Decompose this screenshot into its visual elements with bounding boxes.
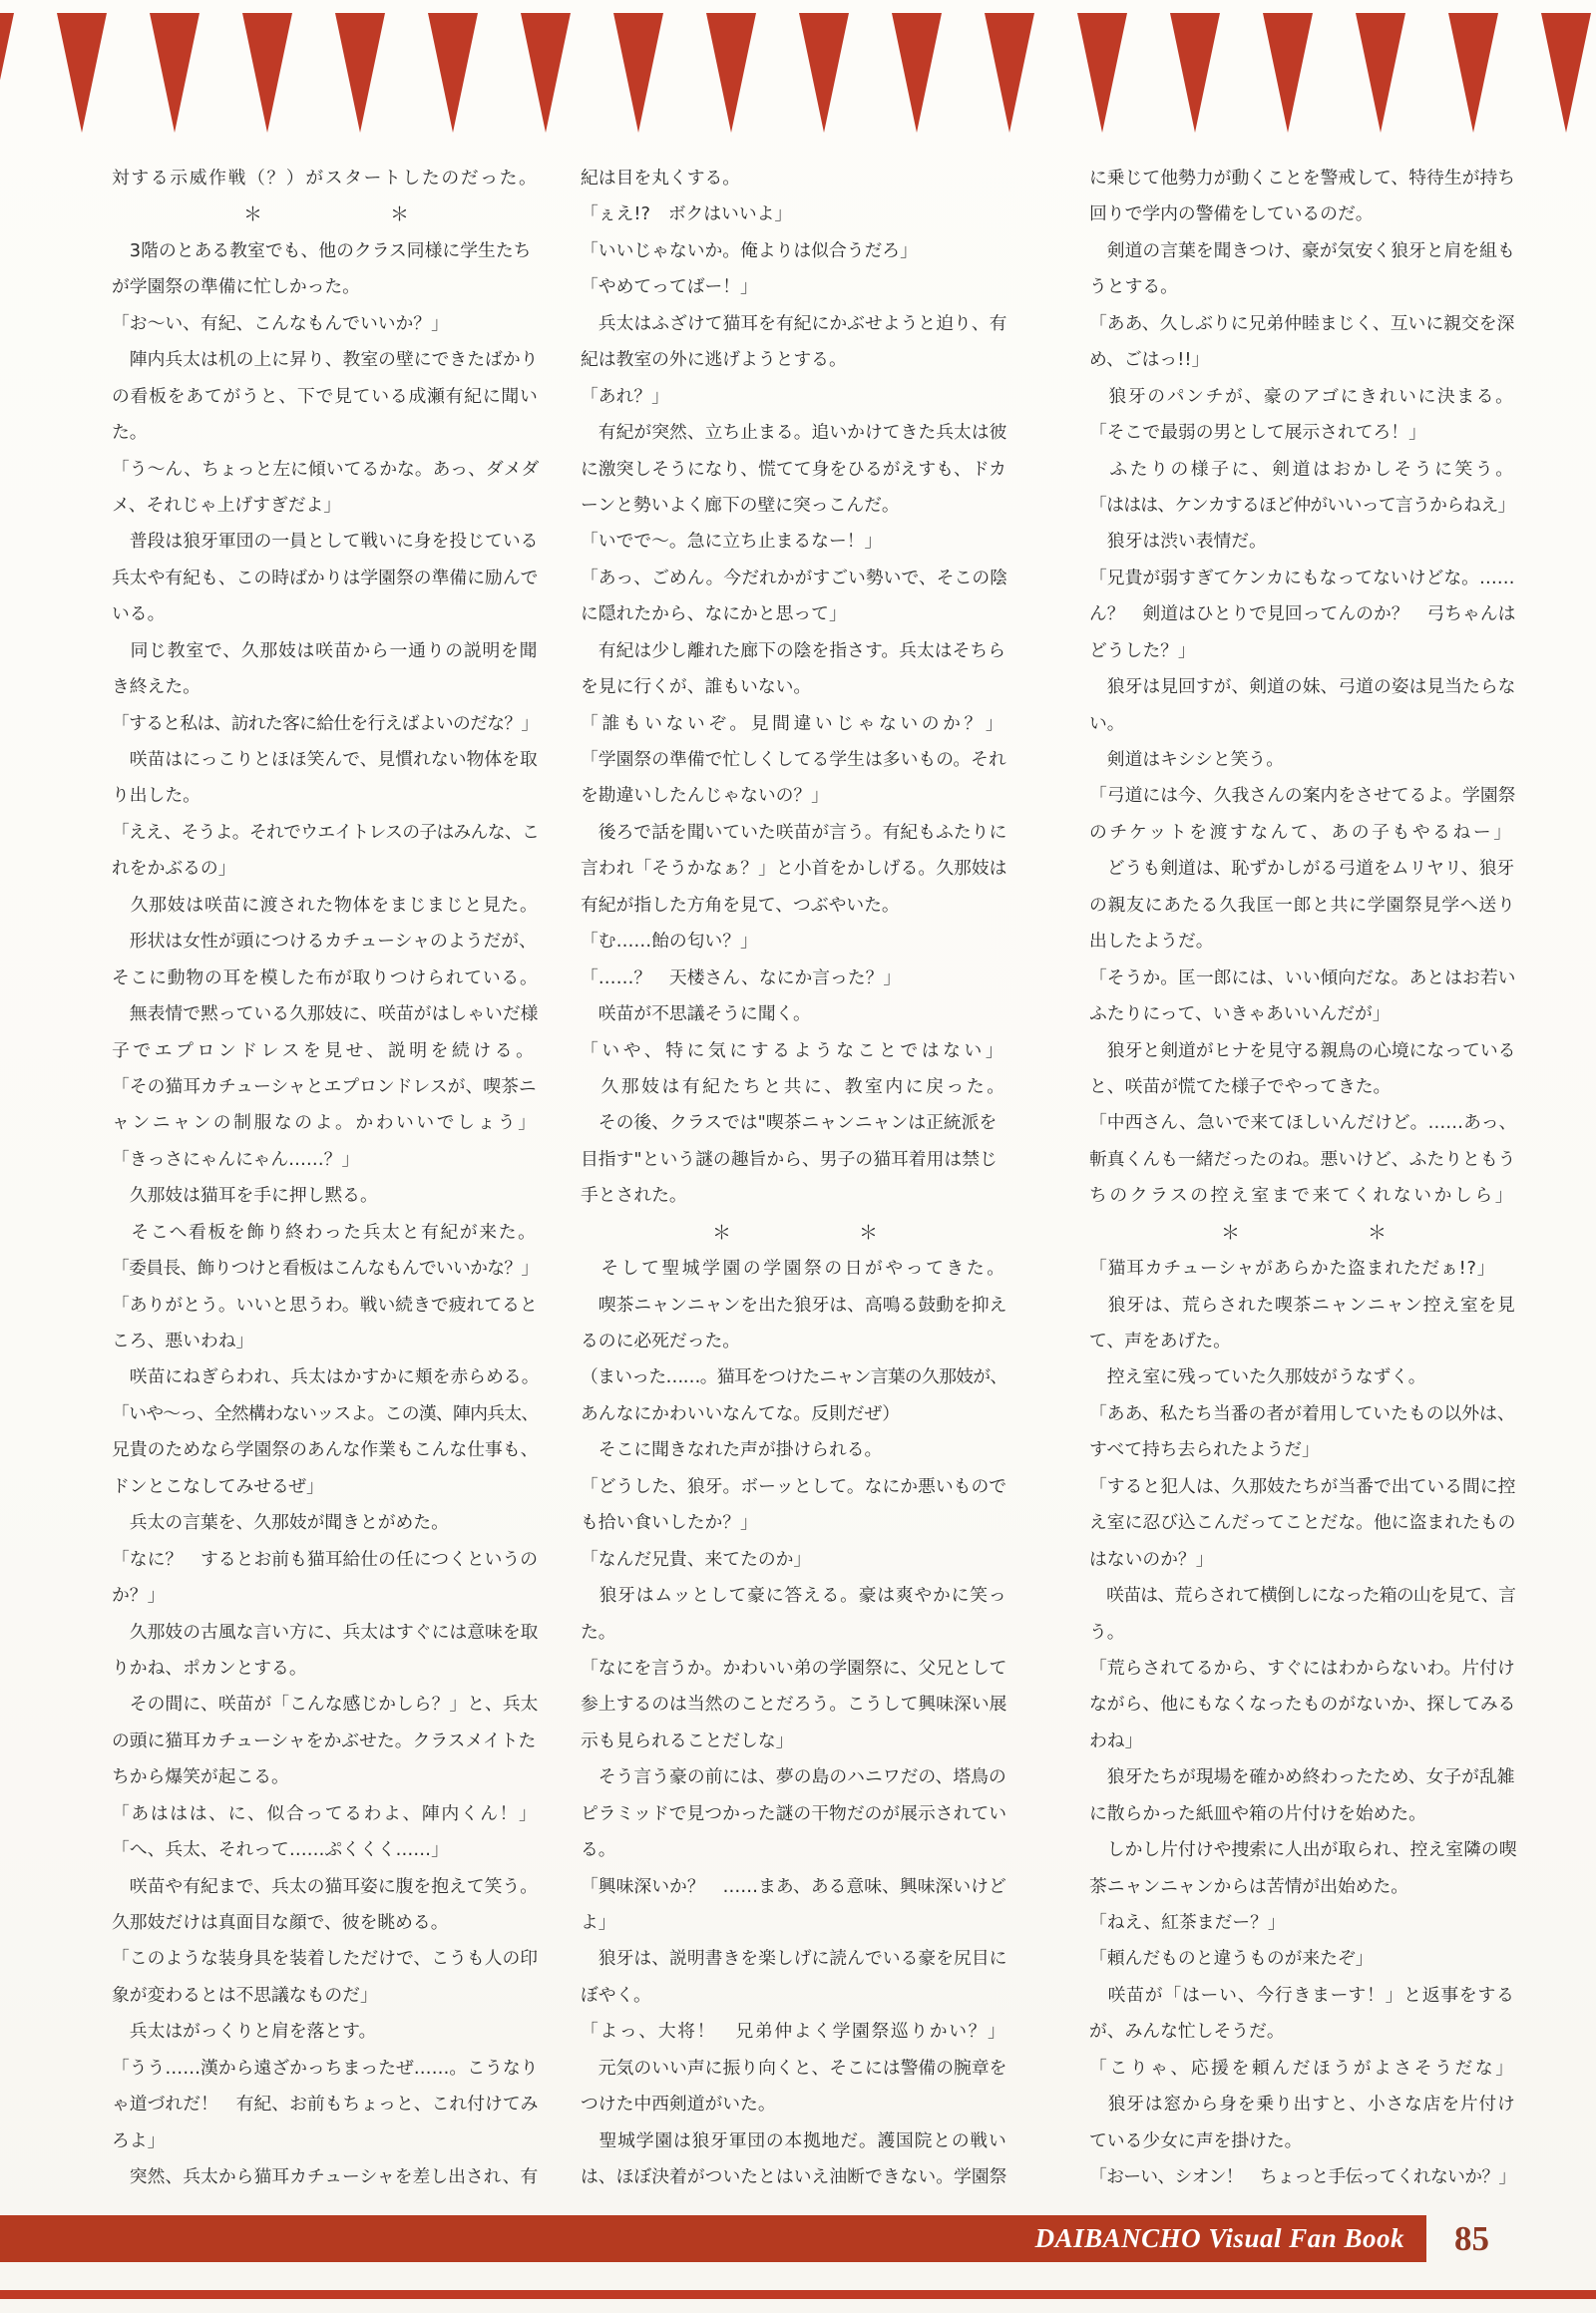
text-line: 有紀は少し離れた廊下の陰を指さす。兵太はそちら [581, 639, 1006, 661]
text-line: 「よっ、大将！ 兄弟仲よく学園祭巡りかい？」 [581, 2021, 1007, 2043]
footer-bar [0, 2215, 1426, 2262]
text-line: ふたりにって、いきゃあいいんだが」 [1089, 1003, 1391, 1025]
asterisk-glyph: ＊ [1220, 1221, 1240, 1244]
text-line: 「きっさにゃんにゃん……？」 [112, 1148, 360, 1170]
text-line: 「こりゃ、応援を頼んだほうがよさそうだな」 [1089, 2057, 1516, 2079]
text-line: 有紀が突然、立ち止まる。追いかけてきた兵太は彼 [581, 422, 1007, 444]
text-line: ながら、他にもなくなったものがないか、探してみる [1089, 1694, 1516, 1716]
text-line: どうした？」 [1089, 639, 1196, 661]
text-line: 「やめてってばー！」 [581, 276, 758, 298]
text-line: き終えた。 [112, 676, 200, 698]
text-line: 「そこで最弱の男として展示されてろ！」 [1089, 422, 1426, 444]
text-line: 狼牙は窓から身を乗り出すと、小さな店を片付け [1089, 2094, 1516, 2116]
text-line: 陣内兵太は机の上に昇り、教室の壁にできたばかり [112, 349, 539, 371]
text-line: 「ありがとう。いいと思うわ。戦い続きで疲れてると [112, 1294, 538, 1316]
text-line: 「あっ、ごめん。今だれかがすごい勢いで、そこの陰 [581, 567, 1008, 588]
text-line: 「誰もいないぞ。見間違いじゃないのか？」 [581, 712, 1007, 734]
text-line: 無表情で黙っている久那妓に、咲苗がはしゃいだ様 [112, 1003, 539, 1025]
text-line: い。 [1089, 712, 1125, 734]
text-line: 「なんだ兄貴、来てたのか」 [581, 1548, 812, 1570]
text-line: に乗じて他勢力が動くことを警戒して、特待生が持ち [1089, 168, 1516, 189]
text-line: か？」 [112, 1585, 166, 1607]
text-line: ちのクラスの控え室まで来てくれないかしら」 [1089, 1185, 1516, 1207]
text-line: 出したようだ。 [1089, 931, 1214, 953]
text-line: 「うう……漢から遠ざかっちまったぜ……。こうなり [112, 2057, 539, 2079]
text-line: 「そうか。匡一郎には、いい傾向だな。あとはお若い [1089, 966, 1516, 988]
text-line: 兵太の言葉を、久那妓が聞きとがめた。 [112, 1512, 449, 1534]
text-line: 「なにを言うか。かわいい弟の学園祭に、父兄として [581, 1657, 1007, 1679]
text-line: 「いや～っ、全然構わないッスよ。この漢、陣内兵太、 [112, 1402, 539, 1424]
text-line: え室に忍び込こんだってことだな。他に盗まれたもの [1089, 1512, 1516, 1534]
text-line: 「……？ 天楼さん、なにか言った？」 [581, 966, 902, 988]
text-line: しかし片付けや捜索に人出が取られ、控え室隣の喫 [1089, 1839, 1517, 1861]
text-line: 久那妓は咲苗に渡された物体をまじまじと見た。 [112, 894, 539, 916]
text-line: 手とされた。 [581, 1185, 687, 1207]
text-line: 喫茶ニャンニャンを出た狼牙は、高鳴る鼓動を抑え [581, 1294, 1007, 1316]
text-line: 紀は教室の外に逃げようとする。 [581, 349, 847, 371]
text-line: 「う～ん、ちょっと左に傾いてるかな。あっ、ダメダ [112, 458, 540, 480]
text-line: う。 [1089, 1621, 1125, 1643]
section-separator [112, 196, 541, 232]
text-line: 茶ニャンニャンからは苦情が出始めた。 [1089, 1875, 1409, 1897]
text-line: ピラミッドで見つかった謎の干物だのが展示されてい [581, 1802, 1007, 1824]
text-line: 咲苗は、荒らされて横倒しになった箱の山を見て、言 [1089, 1585, 1516, 1607]
text-line: 剣道はキシシと笑う。 [1089, 749, 1284, 770]
text-line: つけた中西剣道がいた。 [581, 2094, 776, 2116]
text-line: る。 [581, 1839, 616, 1861]
text-line: 「頼んだものと違うものが来たぞ」 [1089, 1948, 1374, 1970]
asterisk-glyph: ＊ [711, 1221, 731, 1244]
text-line: 後ろで話を聞いていた咲苗が言う。有紀もふたりに [581, 821, 1007, 843]
text-line: と、咲苗が慌てた様子でやってきた。 [1089, 1075, 1392, 1097]
text-line: 「ああ、久しぶりに兄弟仲睦まじく、互いに親交を深 [1089, 312, 1515, 334]
text-line: 兵太や有紀も、この時ばかりは学園祭の準備に励んで [112, 567, 539, 588]
text-line: 狼牙はムッとして豪に答える。豪は爽やかに笑っ [581, 1585, 1007, 1607]
text-line: 「興味深いか？ ……まあ、ある意味、興味深いけど [581, 1875, 1006, 1897]
text-line: わね」 [1089, 1730, 1143, 1751]
text-line: 「なに？ するとお前も猫耳給仕の任につくというの [112, 1548, 539, 1570]
text-line: 狼牙のパンチが、豪のアゴにきれいに決まる。 [1089, 385, 1515, 407]
text-line: に散らかった紙皿や箱の片付けを始めた。 [1089, 1802, 1426, 1824]
text-line: 「すると犯人は、久那妓たちが当番で出ている間に控 [1089, 1475, 1516, 1497]
text-line: 兵太はふざけて猫耳を有紀にかぶせようと迫り、有 [581, 312, 1007, 334]
text-line: 「弓道には今、久我さんの案内をさせてるよ。学園祭 [1089, 785, 1516, 807]
text-line: 「中西さん、急いで来てほしいんだけど。……あっ、 [1089, 1112, 1517, 1134]
text-line: 剣道の言葉を聞きつけ、豪が気安く狼牙と肩を組も [1089, 239, 1515, 261]
text-line: ちから爆笑が起こる。 [112, 1766, 289, 1788]
text-line: その間に、咲苗が「こんな感じかしら？」と、兵太 [112, 1694, 539, 1716]
asterisk-glyph: ＊ [242, 203, 262, 226]
text-line: 久那妓の古風な言い方に、兵太はすぐには意味を取 [112, 1621, 539, 1643]
text-line: 紀は目を丸くする。 [581, 168, 741, 189]
text-line: は、ほぼ決着がついたとはいえ油断できない。学園祭 [581, 2166, 1007, 2188]
text-line: り出した。 [112, 785, 200, 807]
text-line: の頭に猫耳カチューシャをかぶせた。クラスメイトた [112, 1730, 537, 1751]
text-line: 「ええ、そうよ。それでウエイトレスの子はみんな、こ [112, 821, 540, 843]
text-line: 象が変わるとは不思議なものだ」 [112, 1984, 378, 2006]
text-line: の親友にあたる久我匡一郎と共に学園祭見学へ送り [1089, 894, 1516, 916]
text-line: が、みんな忙しそうだ。 [1089, 2021, 1285, 2043]
text-line: そこに聞きなれた声が掛けられる。 [581, 1439, 883, 1461]
text-line: 形状は女性が頭につけるカチューシャのようだが、 [112, 931, 537, 953]
text-line: るのに必死だった。 [581, 1331, 741, 1351]
text-line: 「いいじゃないか。俺よりは似合うだろ」 [581, 239, 918, 261]
text-line: ーンと勢いよく廊下の壁に突っこんだ。 [581, 494, 900, 516]
text-line: あんなにかわいいなんてな。反則だぜ） [581, 1402, 901, 1424]
text-line: 久那妓は猫耳を手に押し黙る。 [112, 1185, 378, 1207]
text-line: 「委員長、飾りつけと看板はこんなもんでいいかな？」 [112, 1258, 539, 1280]
text-line: （まいった……。猫耳をつけたニャン言葉の久那妓が、 [581, 1366, 1007, 1388]
text-line: 「ねえ、紅茶まだー？」 [1089, 1912, 1286, 1933]
text-line: ドンとこなしてみせるぜ」 [112, 1475, 324, 1497]
text-line: 狼牙は渋い表情だ。 [1089, 531, 1267, 553]
text-line: て、声をあげた。 [1089, 1331, 1231, 1351]
text-line: そう言う豪の前には、夢の島のハニワだの、塔鳥の [581, 1766, 1006, 1788]
text-line: どうも剣道は、恥ずかしがる弓道をムリヤリ、狼牙 [1089, 858, 1515, 880]
text-line: 示も見られることだしな」 [581, 1730, 794, 1751]
text-line: 久那妓だけは真面目な顔で、彼を眺める。 [112, 1912, 449, 1933]
text-line: 参上するのは当然のことだろう。こうして興味深い展 [581, 1694, 1007, 1716]
text-line: 控え室に残っていた久那妓がうなずく。 [1089, 1366, 1426, 1388]
text-line: 「ああ、私たち当番の者が着用していたもの以外は、 [1089, 1402, 1515, 1424]
text-line: すべて持ち去られたようだ」 [1089, 1439, 1320, 1461]
text-line: 兵太はがっくりと肩を落とす。 [112, 2021, 377, 2043]
text-line: うとする。 [1089, 276, 1178, 298]
text-line: 久那妓は有紀たちと共に、教室内に戻った。 [581, 1075, 1007, 1097]
text-line: に隠れたから、なにかと思って」 [581, 603, 847, 625]
text-line: 狼牙たちが現場を確かめ終わったため、女子が乱雑 [1089, 1766, 1515, 1788]
text-line: その後、クラスでは"喫茶ニャンニャンは正統派を [581, 1112, 998, 1134]
text-line: 「兄貴が弱すぎてケンカにもなってないけどな。…… [1089, 567, 1515, 588]
text-line: 咲苗が不思議そうに聞く。 [581, 1003, 811, 1025]
text-line: りかね、ポカンとする。 [112, 1657, 307, 1679]
section-separator [581, 1215, 1009, 1251]
text-line: 咲苗はにっこりとほほ笑んで、見慣れない物体を取 [112, 749, 538, 770]
text-line: メ、それじゃ上げすぎだよ」 [112, 494, 342, 516]
text-line: 子でエプロンドレスを見せ、説明を続ける。 [112, 1039, 538, 1061]
text-line: 「ははは、ケンカするほど仲がいいって言うからねえ」 [1089, 494, 1515, 516]
text-line: 「ぇえ!? ボクはいいよ」 [581, 203, 793, 225]
text-line: 「その猫耳カチューシャとエプロンドレスが、喫茶ニ [112, 1075, 537, 1097]
text-line: そして聖城学園の学園祭の日がやってきた。 [581, 1258, 1007, 1280]
text-line: 「荒らされてるから、すぐにはわからないわ。片付け [1089, 1657, 1515, 1679]
text-line: いる。 [112, 603, 166, 625]
text-line: はないのか？」 [1089, 1548, 1214, 1570]
text-line: のチケットを渡すなんて、あの子もやるねー」 [1089, 821, 1514, 843]
text-line: 兄貴のためなら学園祭のあんな作業もこんな仕事も、 [112, 1439, 539, 1461]
text-line: が学園祭の準備に忙しかった。 [112, 276, 360, 298]
text-line: 突然、兵太から猫耳カチューシャを差し出され、有 [112, 2166, 539, 2188]
text-line: 同じ教室で、久那妓は咲苗から一通りの説明を聞 [112, 639, 539, 661]
text-line: 狼牙は、説明書きを楽しげに読んでいる豪を尻目に [581, 1948, 1007, 1970]
text-line: 咲苗が「はーい、今行きまーす！」と返事をする [1089, 1984, 1515, 2006]
text-line: 「学園祭の準備で忙しくしてる学生は多いもの。それ [581, 749, 1006, 770]
text-line: ぼやく。 [581, 1984, 651, 2006]
text-line: 有紀が指した方角を見て、つぶやいた。 [581, 894, 900, 916]
text-line: 目指す"という謎の趣旨から、男子の猫耳着用は禁じ [581, 1148, 998, 1170]
text-line: の看板をあてがうと、下で見ている成瀬有紀に聞い [112, 385, 539, 407]
text-line: め、ごはっ!!」 [1089, 349, 1210, 371]
text-line: 「へ、兵太、それって……ぷくくく……」 [112, 1839, 449, 1861]
text-line: を見に行くが、誰もいない。 [581, 676, 812, 698]
text-line: よ」 [581, 1912, 616, 1933]
asterisk-glyph: ＊ [1368, 1221, 1388, 1244]
text-line: 「む……飴の匂い？」 [581, 931, 758, 953]
text-line: 普段は狼牙軍団の一員として戦いに身を投じている [112, 531, 539, 553]
text-line: 元気のいい声に振り向くと、そこには警備の腕章を [581, 2057, 1007, 2079]
text-line: ふたりの様子に、剣道はおかしそうに笑う。 [1089, 458, 1516, 480]
text-line: そこへ看板を飾り終わった兵太と有紀が来た。 [112, 1221, 538, 1243]
page-number: 85 [1454, 2218, 1489, 2258]
text-line: 「このような装身具を装着しただけで、こうも人の印 [112, 1948, 539, 1970]
text-line: 「すると私は、訪れた客に給仕を行えばよいのだな？」 [112, 712, 539, 734]
text-line: 「おーい、シオン！ ちょっと手伝ってくれないか？」 [1089, 2166, 1516, 2188]
text-line: 咲苗や有紀まで、兵太の猫耳姿に腹を抱えて笑う。 [112, 1875, 539, 1897]
text-line: に激突しそうになり、慌てて身をひるがえすも、ドカ [581, 458, 1006, 480]
text-line: 回りで学内の警備をしているのだ。 [1089, 203, 1374, 225]
text-line: ている少女に声を掛けた。 [1089, 2129, 1303, 2151]
text-line: 聖城学園は狼牙軍団の本拠地だ。護国院との戦い [581, 2129, 1007, 2151]
text-column-2 [581, 161, 1009, 2196]
text-line: 「猫耳カチューシャがあらかた盗まれただぁ!?」 [1089, 1258, 1496, 1280]
text-line: 言われ「そうかなぁ？」と小首をかしげる。久那妓は [581, 858, 1007, 880]
text-line: 狼牙と剣道がヒナを見守る親鳥の心境になっている [1089, 1039, 1516, 1061]
text-line: ん？ 剣道はひとりで見回ってんのか？ 弓ちゃんは [1089, 603, 1516, 625]
text-line: 狼牙は、荒らされた喫茶ニャンニャン控え室を見 [1089, 1294, 1516, 1316]
text-line: た。 [112, 422, 148, 444]
text-line: ャンニャンの制服なのよ。かわいいでしょう」 [112, 1112, 539, 1134]
asterisk-glyph: ＊ [859, 1221, 879, 1244]
asterisk-glyph: ＊ [390, 203, 410, 226]
text-line: も拾い食いしたか？」 [581, 1512, 758, 1534]
text-line: ろよ」 [112, 2129, 166, 2151]
text-line: ゃ道づれだ！ 有紀、お前もちょっと、これ付けてみ [112, 2094, 539, 2116]
text-column-3 [1089, 161, 1518, 2196]
text-line: 「お～い、有紀、こんなもんでいいか？」 [112, 312, 449, 334]
text-line: 咲苗にねぎらわれ、兵太はかすかに頬を赤らめる。 [112, 1366, 540, 1388]
text-column-1 [112, 161, 541, 2196]
text-line: 「あははは、に、似合ってるわよ、陣内くん！」 [112, 1802, 539, 1824]
text-line: 3階のとある教室でも、他のクラス同様に学生たち [112, 239, 532, 261]
text-line: を勘違いしたんじゃないの？」 [581, 785, 829, 807]
section-separator [1089, 1215, 1518, 1251]
text-line: れをかぶるの」 [112, 858, 236, 880]
text-line: 「どうした、狼牙。ボーッとして。なにか悪いもので [581, 1475, 1007, 1497]
text-line: 対する示威作戦（？）がスタートしたのだった。 [112, 168, 539, 189]
text-line: ころ、悪いわね」 [112, 1331, 254, 1351]
text-line: そこに動物の耳を模した布が取りつけられている。 [112, 966, 539, 988]
text-line: 狼牙は見回すが、剣道の妹、弓道の姿は見当たらな [1089, 676, 1516, 698]
text-line: 「いでで～。急に立ち止まるなー！」 [581, 531, 883, 553]
text-line: 「あれ？」 [581, 385, 669, 407]
footer-book-title: DAIBANCHO Visual Fan Book [1034, 2223, 1404, 2253]
bottom-rule [0, 2290, 1596, 2299]
text-line: 斬真くんも一緒だったのね。悪いけど、ふたりともう [1089, 1148, 1516, 1170]
text-line: た。 [581, 1621, 616, 1643]
text-line: 「いや、特に気にするようなことではない」 [581, 1039, 1007, 1061]
